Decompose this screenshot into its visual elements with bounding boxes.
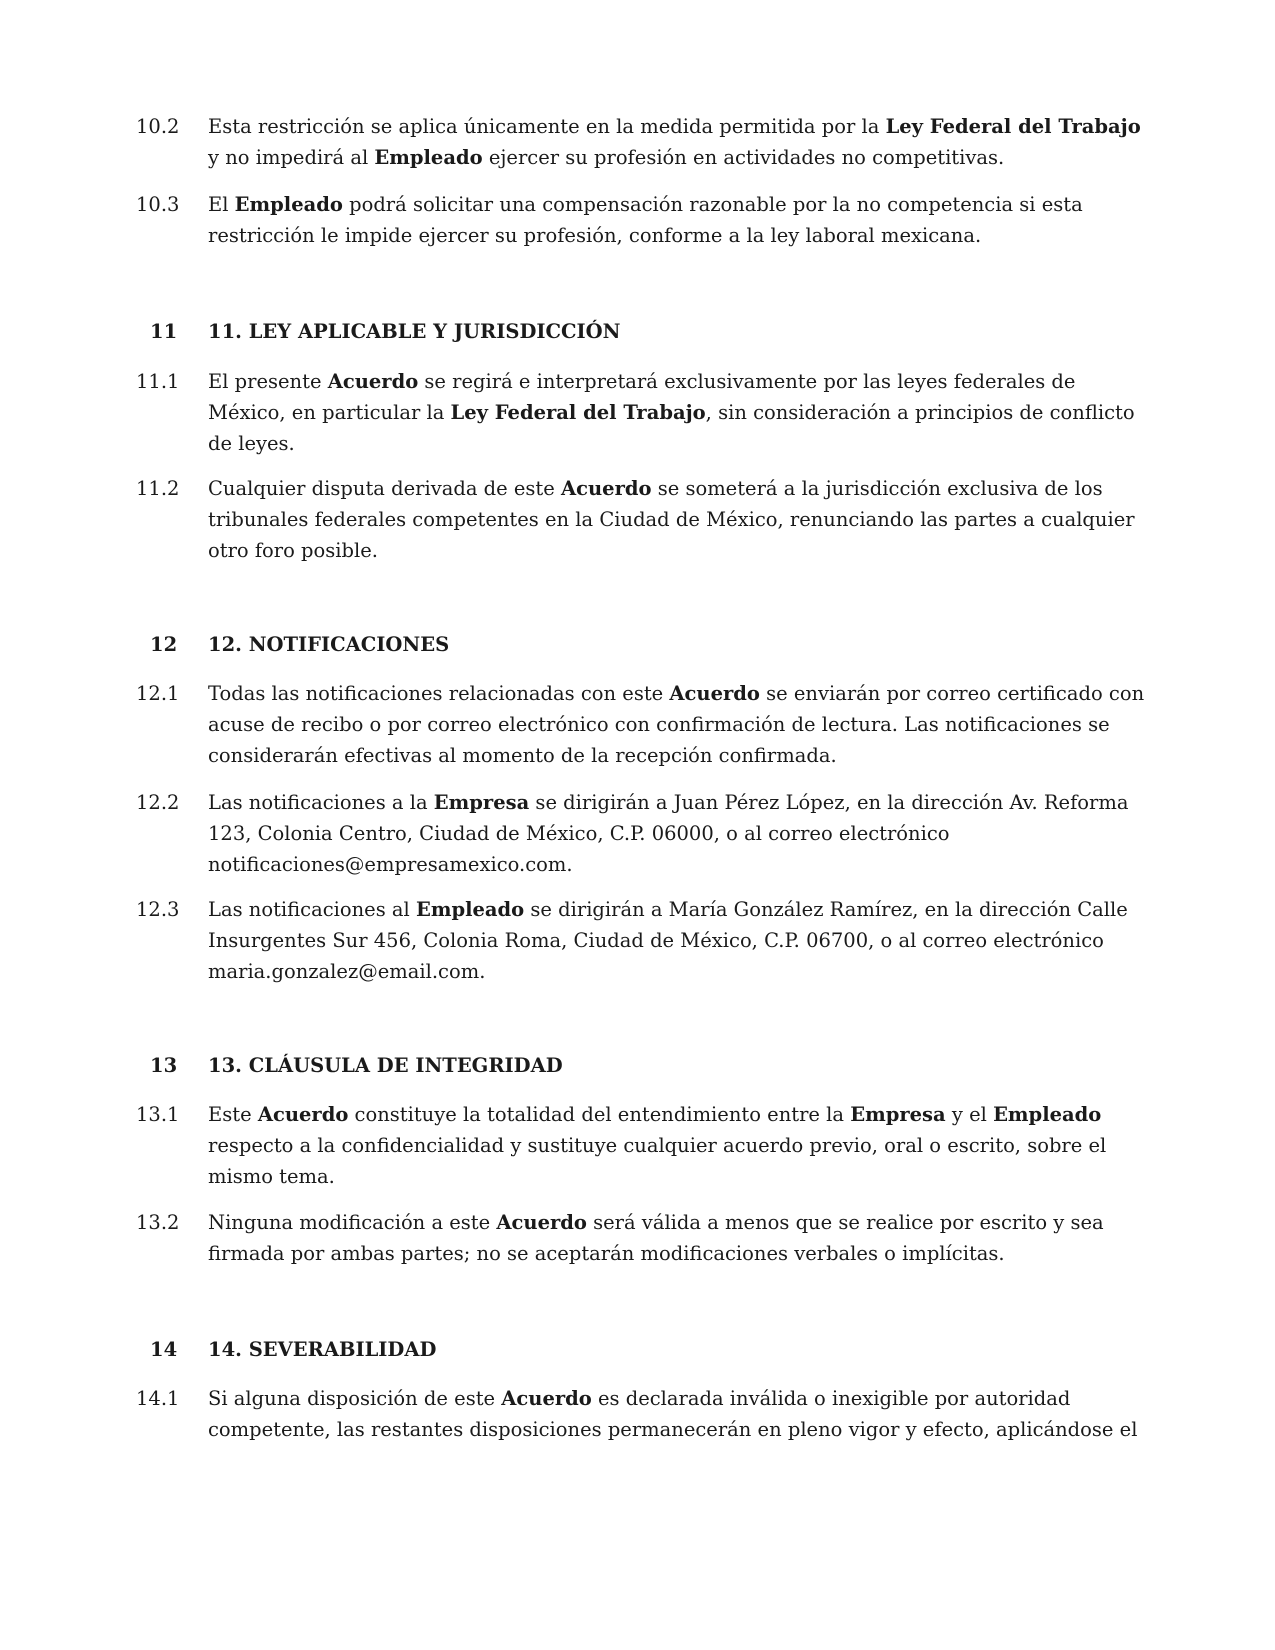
clause-line (208, 366, 1143, 397)
clause-line: mismo tema. (208, 1165, 335, 1188)
clause-line: otro foro posible. (208, 539, 378, 562)
clause-text (208, 111, 1143, 173)
section-number: 13 (150, 1054, 178, 1077)
clause-line: acuse de recibo o por correo electrónico con confirmación de lectura. Las notificaciones se (208, 713, 1110, 736)
text-run: Las notificaciones al (208, 898, 416, 921)
clause-line (208, 1383, 1143, 1414)
clause-line (208, 189, 1143, 220)
clause-line: considerarán efectivas al momento de la recepción confirmada. (208, 744, 837, 767)
text-run: es declarada inválida o inexigible por autoridad (591, 1387, 1071, 1410)
defined-term: Empresa (433, 791, 530, 814)
clause-text (208, 473, 1143, 566)
text-run: y no impedirá al (208, 146, 375, 169)
clause-number: 14.1 (136, 1387, 180, 1410)
clause-line: respecto a la confidencialidad y sustituye cualquier acuerdo previo, oral o escrito, sobre el (208, 1134, 1107, 1157)
text-run: , sin consideración a principios de conflicto (705, 401, 1135, 424)
defined-term: Empresa (850, 1103, 946, 1126)
clause-text (208, 1099, 1143, 1192)
text-run: se someterá a la jurisdicción exclusiva de los (651, 477, 1103, 500)
clause-line: de leyes. (208, 432, 295, 455)
text-run: podrá solicitar una compensación razonable por la no competencia si esta (342, 193, 1083, 216)
clause-number: 10.3 (136, 193, 180, 216)
section-title: 12. NOTIFICACIONES (208, 633, 450, 656)
text-run: Todas las notificaciones relacionadas con este (208, 682, 670, 705)
clause-line: tribunales federales competentes en la Ciudad de México, renunciando las partes a cualquier (208, 508, 1135, 531)
clause-line (208, 397, 1143, 428)
text-run: ejercer su profesión en actividades no competitivas. (482, 146, 1005, 169)
clause-line: Insurgentes Sur 456, Colonia Roma, Ciudad de México, C.P. 06700, o al correo electrónico (208, 929, 1104, 952)
clause-line (208, 894, 1143, 925)
clause-line (208, 220, 1143, 251)
defined-term: Acuerdo (496, 1211, 587, 1234)
clause-line (208, 678, 1143, 709)
defined-term: Acuerdo (669, 682, 760, 705)
defined-term: Ley Federal del Trabajo (885, 115, 1141, 138)
clause-number: 10.2 (136, 115, 180, 138)
section-number: 12 (150, 633, 178, 656)
text-run: El presente (208, 370, 328, 393)
clause-number: 12.2 (136, 791, 180, 814)
clause-line: firmada por ambas partes; no se aceptarán modificaciones verbales o implícitas. (208, 1242, 1005, 1265)
section-title: 13. CLÁUSULA DE INTEGRIDAD (208, 1054, 563, 1077)
clause-text (208, 1207, 1143, 1269)
clause-text (208, 366, 1143, 459)
clause-line (208, 1207, 1143, 1238)
text-run: Este (208, 1103, 258, 1126)
clause-text (208, 894, 1143, 987)
defined-term: Empleado (993, 1103, 1102, 1126)
clause-number: 13.2 (136, 1211, 180, 1234)
section-number: 14 (150, 1338, 178, 1361)
text-run: México, en particular la (208, 401, 451, 424)
text-run: será válida a menos que se realice por escrito y sea (586, 1211, 1104, 1234)
clause-line: notificaciones@empresamexico.com. (208, 853, 573, 876)
clause-line (208, 142, 1143, 173)
defined-term: Ley Federal del Trabajo (450, 401, 706, 424)
text-run: y el (945, 1103, 994, 1126)
clause-line (208, 787, 1143, 818)
clause-number: 12.3 (136, 898, 180, 921)
text-run: Si alguna disposición de este (208, 1387, 502, 1410)
defined-term: Empleado (415, 898, 525, 921)
clause-text (208, 678, 1143, 771)
text-run: El (208, 193, 235, 216)
text-run: se dirigirán a Juan Pérez López, en la dirección Av. Reforma (529, 791, 1129, 814)
clause-line (208, 111, 1143, 142)
defined-term: Empleado (374, 146, 483, 169)
clause-number: 11.1 (136, 370, 180, 393)
text-run: se regirá e interpretará exclusivamente por las leyes federales de (418, 370, 1076, 393)
clause-line: maria.gonzalez@email.com. (208, 960, 486, 983)
section-title: 14. SEVERABILIDAD (208, 1338, 437, 1361)
text-run: se enviarán por correo certificado con (759, 682, 1145, 705)
clause-text (208, 189, 1143, 251)
section-title: 11. LEY APLICABLE Y JURISDICCIÓN (208, 320, 621, 343)
text-run: constituye la totalidad del entendimiento entre la (348, 1103, 851, 1126)
clause-line (208, 473, 1143, 504)
defined-term: Acuerdo (501, 1387, 592, 1410)
text-run: Las notificaciones a la (208, 791, 434, 814)
defined-term: Acuerdo (327, 370, 419, 393)
defined-term: Acuerdo (257, 1103, 349, 1126)
section-number: 11 (150, 320, 178, 343)
clause-line (208, 1099, 1143, 1130)
clause-line: 123, Colonia Centro, Ciudad de México, C.P. 06000, o al correo electrónico (208, 822, 950, 845)
defined-term: Empleado (234, 193, 343, 216)
text-run: Ninguna modificación a este (208, 1211, 497, 1234)
clause-text (208, 1383, 1143, 1445)
text-run: Esta restricción se aplica únicamente en la medida permitida por la (208, 115, 886, 138)
text-run: Cualquier disputa derivada de este (208, 477, 561, 500)
clause-text (208, 787, 1143, 880)
clause-number: 12.1 (136, 682, 180, 705)
clause-line: competente, las restantes disposiciones permanecerán en pleno vigor y efecto, aplicándose el (208, 1418, 1138, 1441)
text-run: se dirigirán a María González Ramírez, en la dirección Calle (524, 898, 1128, 921)
clause-number: 13.1 (136, 1103, 180, 1126)
text-run: restricción le impide ejercer su profesión, conforme a la ley laboral mexicana. (208, 224, 982, 247)
defined-term: Acuerdo (560, 477, 652, 500)
clause-number: 11.2 (136, 477, 180, 500)
